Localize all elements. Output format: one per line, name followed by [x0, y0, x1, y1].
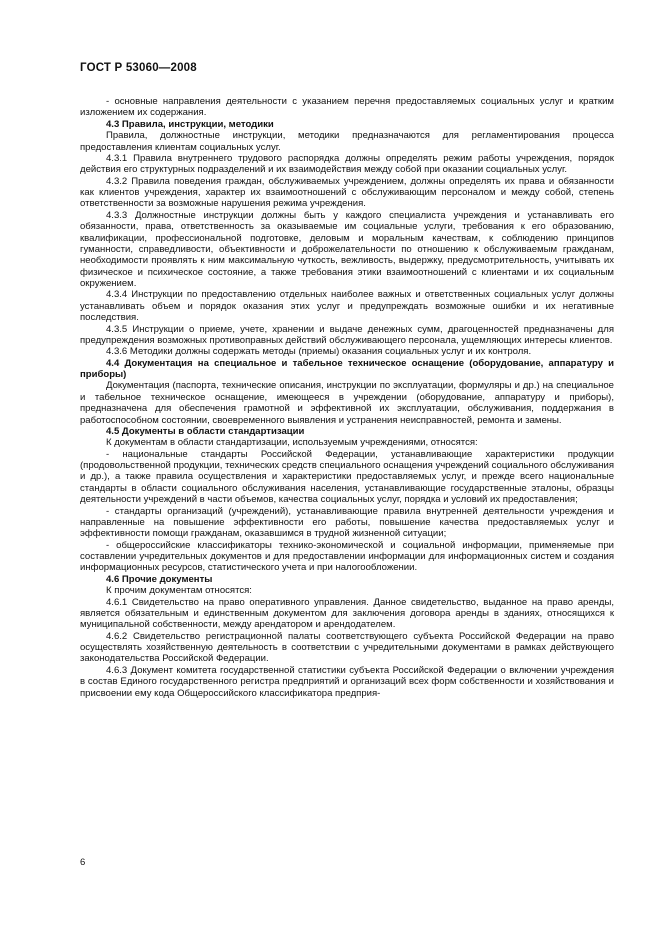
body-paragraph: - основные направления деятельности с указанием перечня предоставляемых социальных услуг и кратким изложением их содержания. — [80, 96, 614, 119]
document-header: ГОСТ Р 53060—2008 — [80, 62, 197, 74]
body-paragraph: Правила, должностные инструкции, методики предназначаются для регламентирования процесса предоставления клиентам социальных услуг. — [80, 130, 614, 153]
body-paragraph: - национальные стандарты Российской Федерации, устанавливающие характеристики продукции (продовольственной продукции, технических средств специального оснащения учреждений социального обслуживания и др.), а также правила осуществления и характеристики предоставляемых услуг, и прежде всего национальные стандарты в области социального обслуживания населения, устанавливающие государственные эталоны, образцы деятельности учреждений в части объемов, качества социальных услуг, порядка и условий их предоставления; — [80, 448, 614, 506]
section-heading: 4.5 Документы в области стандартизации — [106, 425, 305, 437]
body-paragraph: 4.3.5 Инструкции о приеме, учете, хранении и выдаче денежных сумм, драгоценностей предназначены для предупреждения возможных противоправных действий обслуживающего персонала, ущемляющих интересы клиентов. — [80, 323, 614, 346]
body-paragraph: 4.6.3 Документ комитета государственной статистики субъекта Российской Федерации о включении учреждения в состав Единого государственного регистра предприятий и организаций всех форм собственности и хозяйствования и присвоении ему кода Общероссийского классификатора предприя- — [80, 664, 614, 699]
section-heading: 4.3 Правила, инструкции, методики — [106, 118, 274, 130]
body-paragraph: 4.3.1 Правила внутреннего трудового распорядка должны определять режим работы учреждения, порядок действия его структурных подразделений и их взаимодействия между собой при оказании социальных услуг. — [80, 152, 614, 176]
body-paragraph: 4.3.3 Должностные инструкции должны быть у каждого специалиста учреждения и устанавливать его обязанности, права, ответственность за оказываемые им социальные услуги, требования к его образованию, квалификации, профессиональной подготовке, деловым и моральным качествам, к соблюдению принципов гуманности, справедливости, объективности и доброжелательности по отношению к обслуживаемым гражданам, необходимости проявлять к ним максимальную чуткость, вежливость, выдержку, предусмотрительность, учитывать их физическое и психическое состояние, а также требования этики взаимоотношений с клиентами и их социальным окружением. — [80, 209, 614, 289]
section-heading: 4.6 Прочие документы — [106, 573, 213, 585]
body-paragraph: - стандарты организаций (учреждений), устанавливающие правила внутренней деятельности учреждения и направленные на повышение эффективности его работы, повышение качества предоставляемых услуг и эффективности помощи гражданам, оказавшимся в трудной жизненной ситуации; — [80, 505, 614, 540]
body-paragraph: - общероссийские классификаторы технико-экономической и социальной информации, применяемые при составлении учредительных документов и для предоставлении информации для информационных систем и создания информационных ресурсов, статистического учета и при налогообложении. — [80, 539, 614, 574]
body-paragraph: Документация (паспорта, технические описания, инструкции по эксплуатации, формуляры и др.) на специальное и табельное техническое оснащение, имеющееся в учреждении (оборудование, аппаратуру и приборы), предназначена для обеспечения грамотной и эффективной их эксплуатации, обслуживания, поддержания в работоспособном состоянии, своевременного выявления и устранения неисправностей, ремонта и замены. — [80, 380, 614, 426]
body-paragraph: 4.3.6 Методики должны содержать методы (приемы) оказания социальных услуг и их контроля. — [106, 346, 532, 358]
body-paragraph: 4.6.2 Свидетельство регистрационной палаты соответствующего субъекта Российской Федерации на право осуществлять хозяйственную деятельность в соответствии с учредительными документами в рамках действующего законодательства Российской Федерации. — [80, 630, 614, 665]
section-heading: 4.4 Документация на специальное и табельное техническое оснащение (оборудование, аппаратуру и приборы) — [80, 357, 614, 380]
body-paragraph: 4.3.2 Правила поведения граждан, обслуживаемых учреждением, должны определять их права и обязанности как клиентов учреждения, характер их взаимоотношений с обслуживающим персоналом и между собой, степень ответственности за возможные нарушения режима учреждения. — [80, 175, 614, 210]
body-paragraph: 4.3.4 Инструкции по предоставлению отдельных наиболее важных и ответственных социальных услуг должны устанавливать объем и порядок оказания этих услуг и предупреждать возможные ошибки и их негативные последствия. — [80, 289, 614, 324]
document-body — [80, 96, 614, 699]
page-number: 6 — [80, 857, 86, 868]
body-paragraph: 4.6.1 Свидетельство на право оперативного управления. Данное свидетельство, выданное на право аренды, является обязательным и единственным документом для заключения договора аренды в зданиях, относящихся к муниципальной собственности, между арендатором и арендодателем. — [80, 596, 614, 631]
body-paragraph: К документам в области стандартизации, используемым учреждениями, относятся: — [106, 437, 478, 449]
body-paragraph: К прочим документам относятся: — [106, 585, 252, 597]
